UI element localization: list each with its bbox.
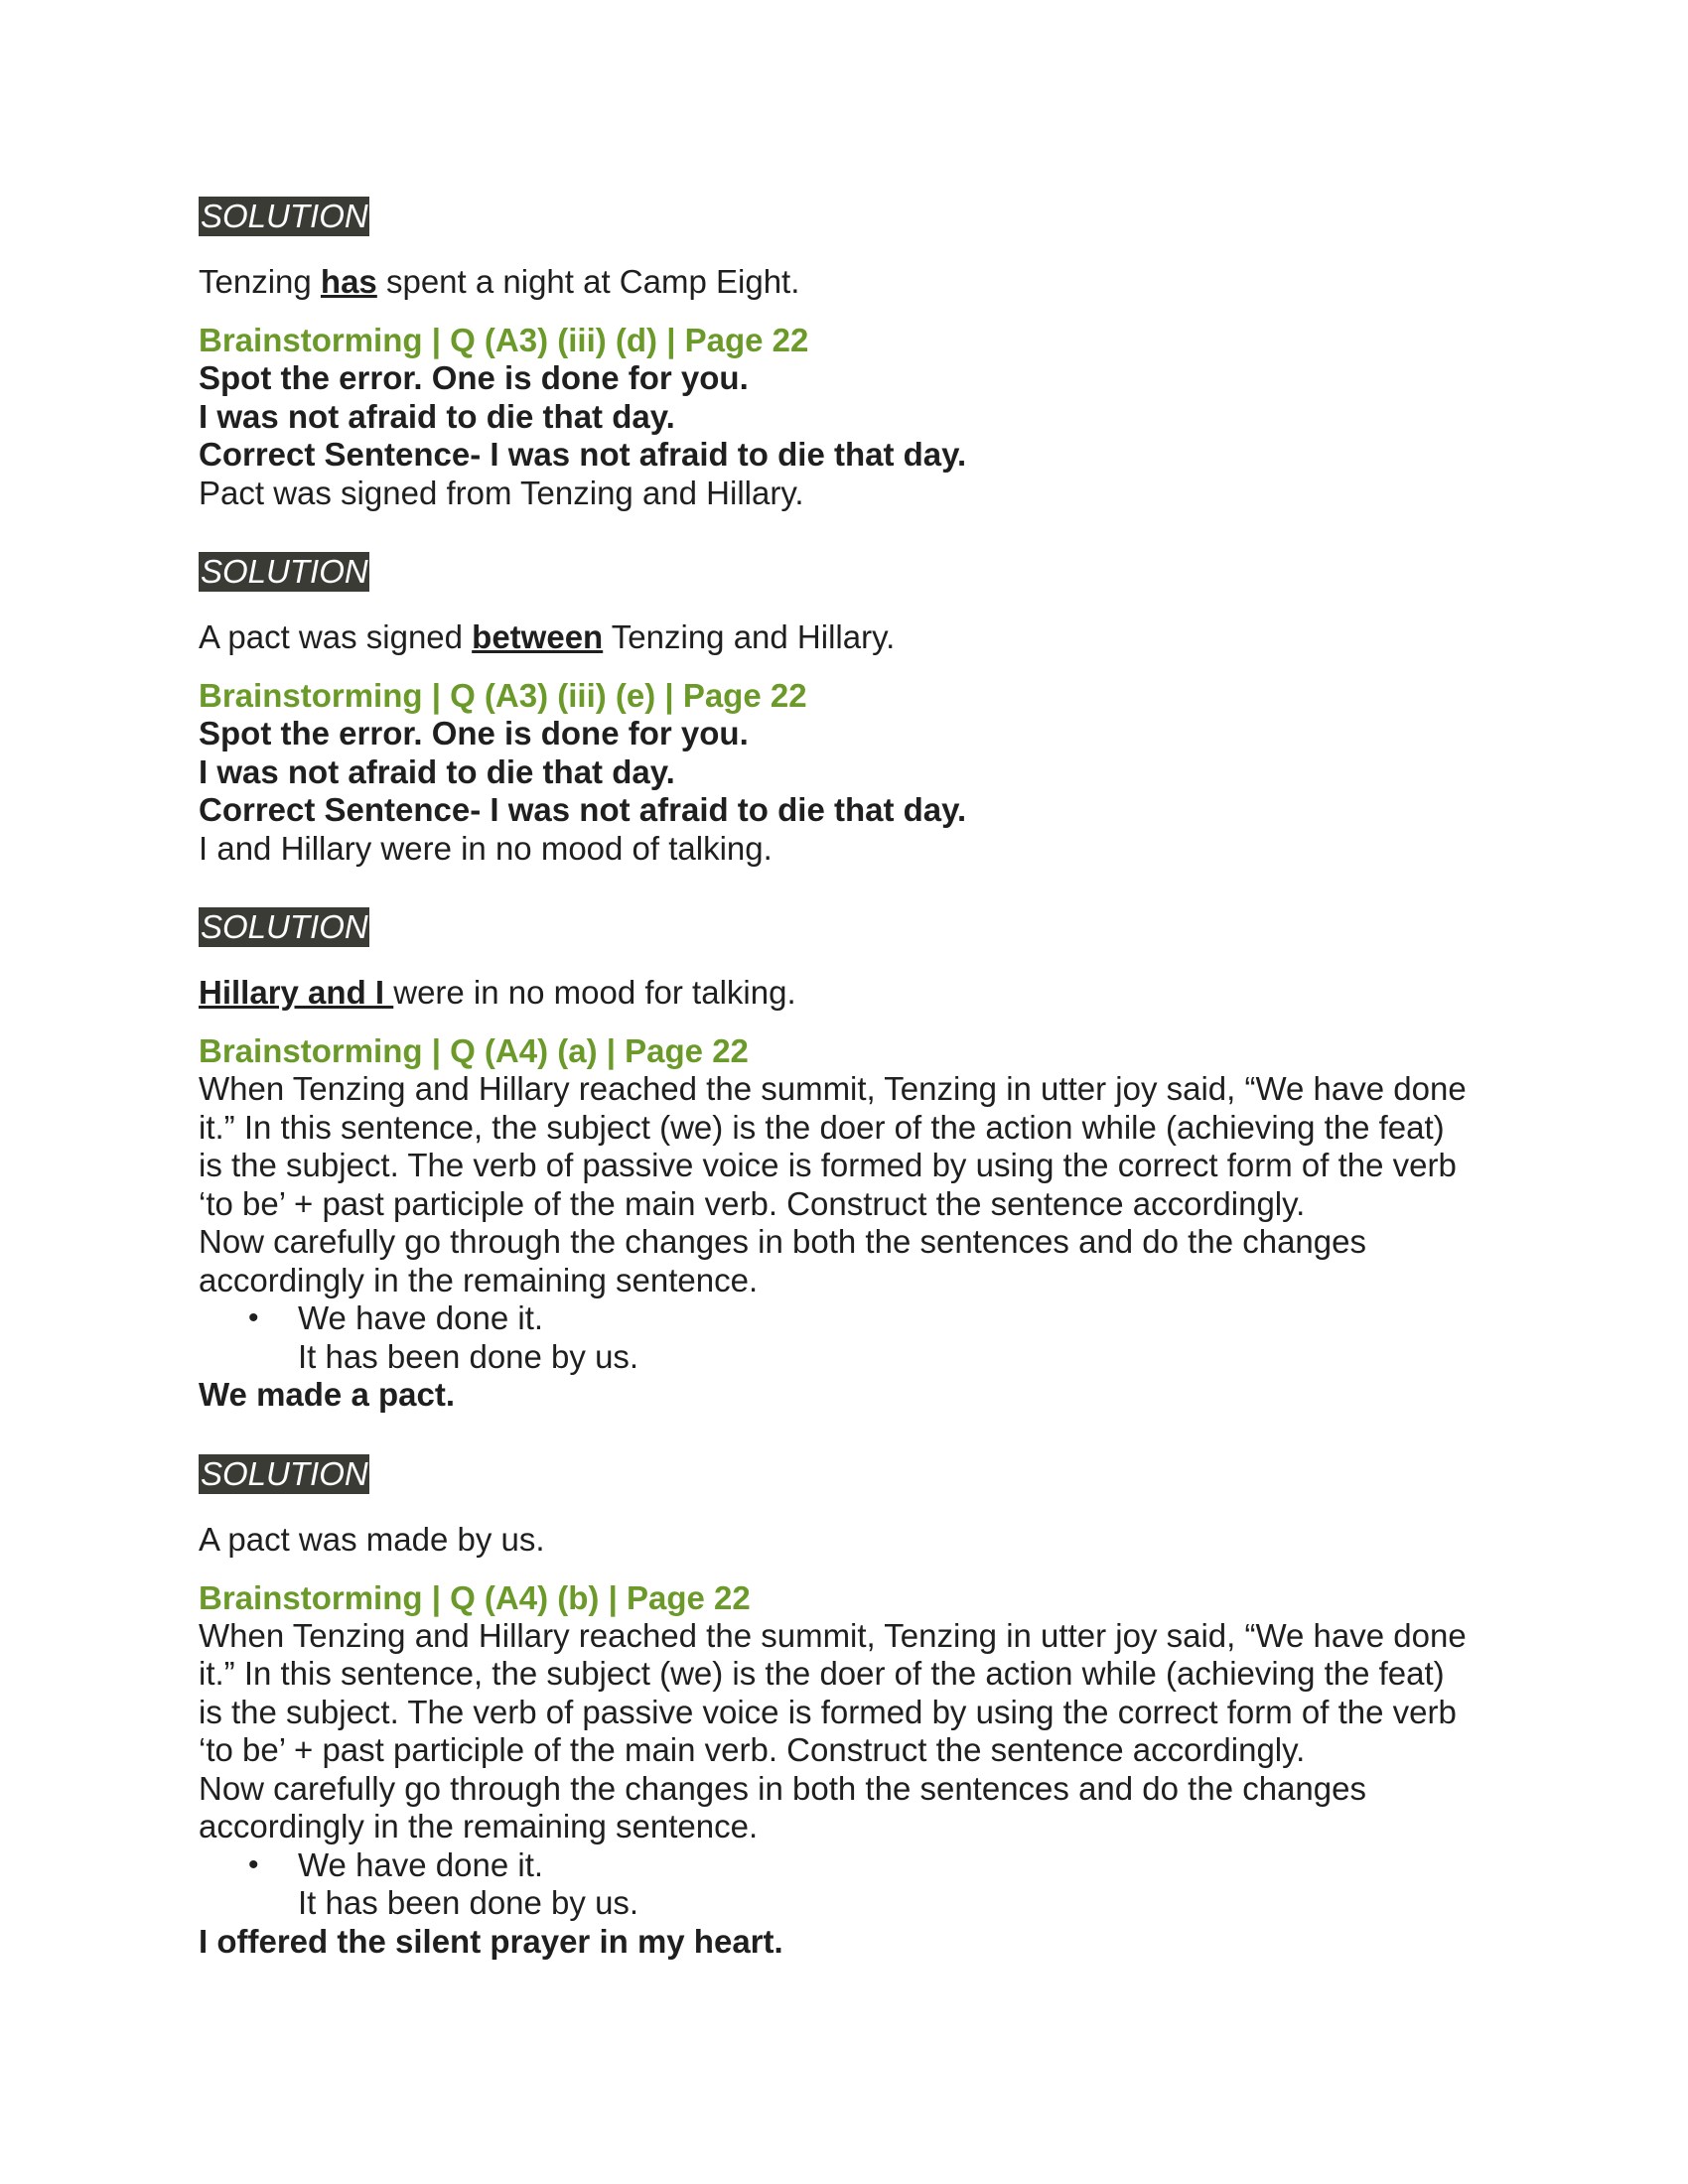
correct-sentence-text: Correct Sentence- I was not afraid to die that day. [199,436,967,473]
bullet-icon: • [248,1847,259,1881]
question-heading: Brainstorming | Q (A3) (iii) (e) | Page 22 [199,677,807,714]
paragraph-line: When Tenzing and Hillary reached the summit, Tenzing in utter joy said, “We have done [199,1616,1467,1654]
question-text: We made a pact. [199,1376,455,1413]
example-text: I was not afraid to die that day. [199,752,675,790]
paragraph-line: is the subject. The verb of passive voice is formed by using the correct form of the verb [199,1693,1457,1730]
instruction-paragraph [199,1070,1509,1299]
question-heading: Brainstorming | Q (A3) (iii) (d) | Page 22 [199,322,809,358]
paragraph-line: accordingly in the remaining sentence. [199,1808,759,1844]
bullet-text: We have done it. [298,1299,544,1336]
question-text: Pact was signed from Tenzing and Hillary. [199,474,804,511]
bullet-text: We have done it. [298,1845,544,1883]
solution-answer [199,618,1509,656]
bullet-icon: • [248,1301,259,1334]
instruction-text: Spot the error. One is done for you. [199,359,749,396]
paragraph-line: accordingly in the remaining sentence. [199,1261,759,1298]
paragraph-line: it.” In this sentence, the subject (we) is the doer of the action while (achieving the feat) [199,1655,1445,1692]
document-page [199,197,1509,1961]
answer-text: were in no mood for talking. [393,974,796,1011]
answer-correction: Hillary and I [199,974,394,1011]
paragraph-line: Now carefully go through the changes in both the sentences and do the changes [199,1769,1366,1807]
solution-answer: A pact was made by us. [199,1520,545,1558]
question-text: I and Hillary were in no mood of talking. [199,829,773,867]
answer-correction: has [320,263,377,300]
solution-label: SOLUTION [201,198,368,234]
paragraph-line: Now carefully go through the changes in both the sentences and do the changes [199,1223,1366,1260]
paragraph-line: ‘to be’ + past participle of the main verb. Construct the sentence accordingly. [199,1731,1306,1768]
paragraph-line: it.” In this sentence, the subject (we) is the doer of the action while (achieving the feat) [199,1108,1445,1146]
question-heading: Brainstorming | Q (A4) (b) | Page 22 [199,1578,751,1616]
answer-text: Tenzing [199,263,321,300]
solution-answer [199,974,1509,1012]
bullet-subtext: It has been done by us. [298,1337,639,1375]
paragraph-line: When Tenzing and Hillary reached the summit, Tenzing in utter joy said, “We have done [199,1070,1467,1107]
bullet-item [199,1846,1509,1885]
instruction-paragraph [199,1617,1509,1846]
solution-answer [199,263,1509,301]
answer-correction: between [472,618,604,655]
bullet-item [199,1299,1509,1338]
correct-sentence-text: Correct Sentence- I was not afraid to die that day. [199,791,967,828]
paragraph-line: ‘to be’ + past participle of the main verb. Construct the sentence accordingly. [199,1184,1306,1222]
bullet-subtext: It has been done by us. [298,1884,639,1921]
answer-text: A pact was signed [199,618,473,655]
instruction-text: Spot the error. One is done for you. [199,715,749,751]
solution-label: SOLUTION [201,1454,368,1492]
example-text: I was not afraid to die that day. [199,397,675,435]
question-heading: Brainstorming | Q (A4) (a) | Page 22 [199,1032,749,1069]
question-text: I offered the silent prayer in my heart. [199,1922,783,1960]
answer-text: spent a night at Camp Eight. [376,263,800,300]
solution-label: SOLUTION [201,553,368,590]
solution-label: SOLUTION [201,908,368,945]
answer-text: Tenzing and Hillary. [603,618,896,655]
paragraph-line: is the subject. The verb of passive voice is formed by using the correct form of the verb [199,1147,1457,1183]
